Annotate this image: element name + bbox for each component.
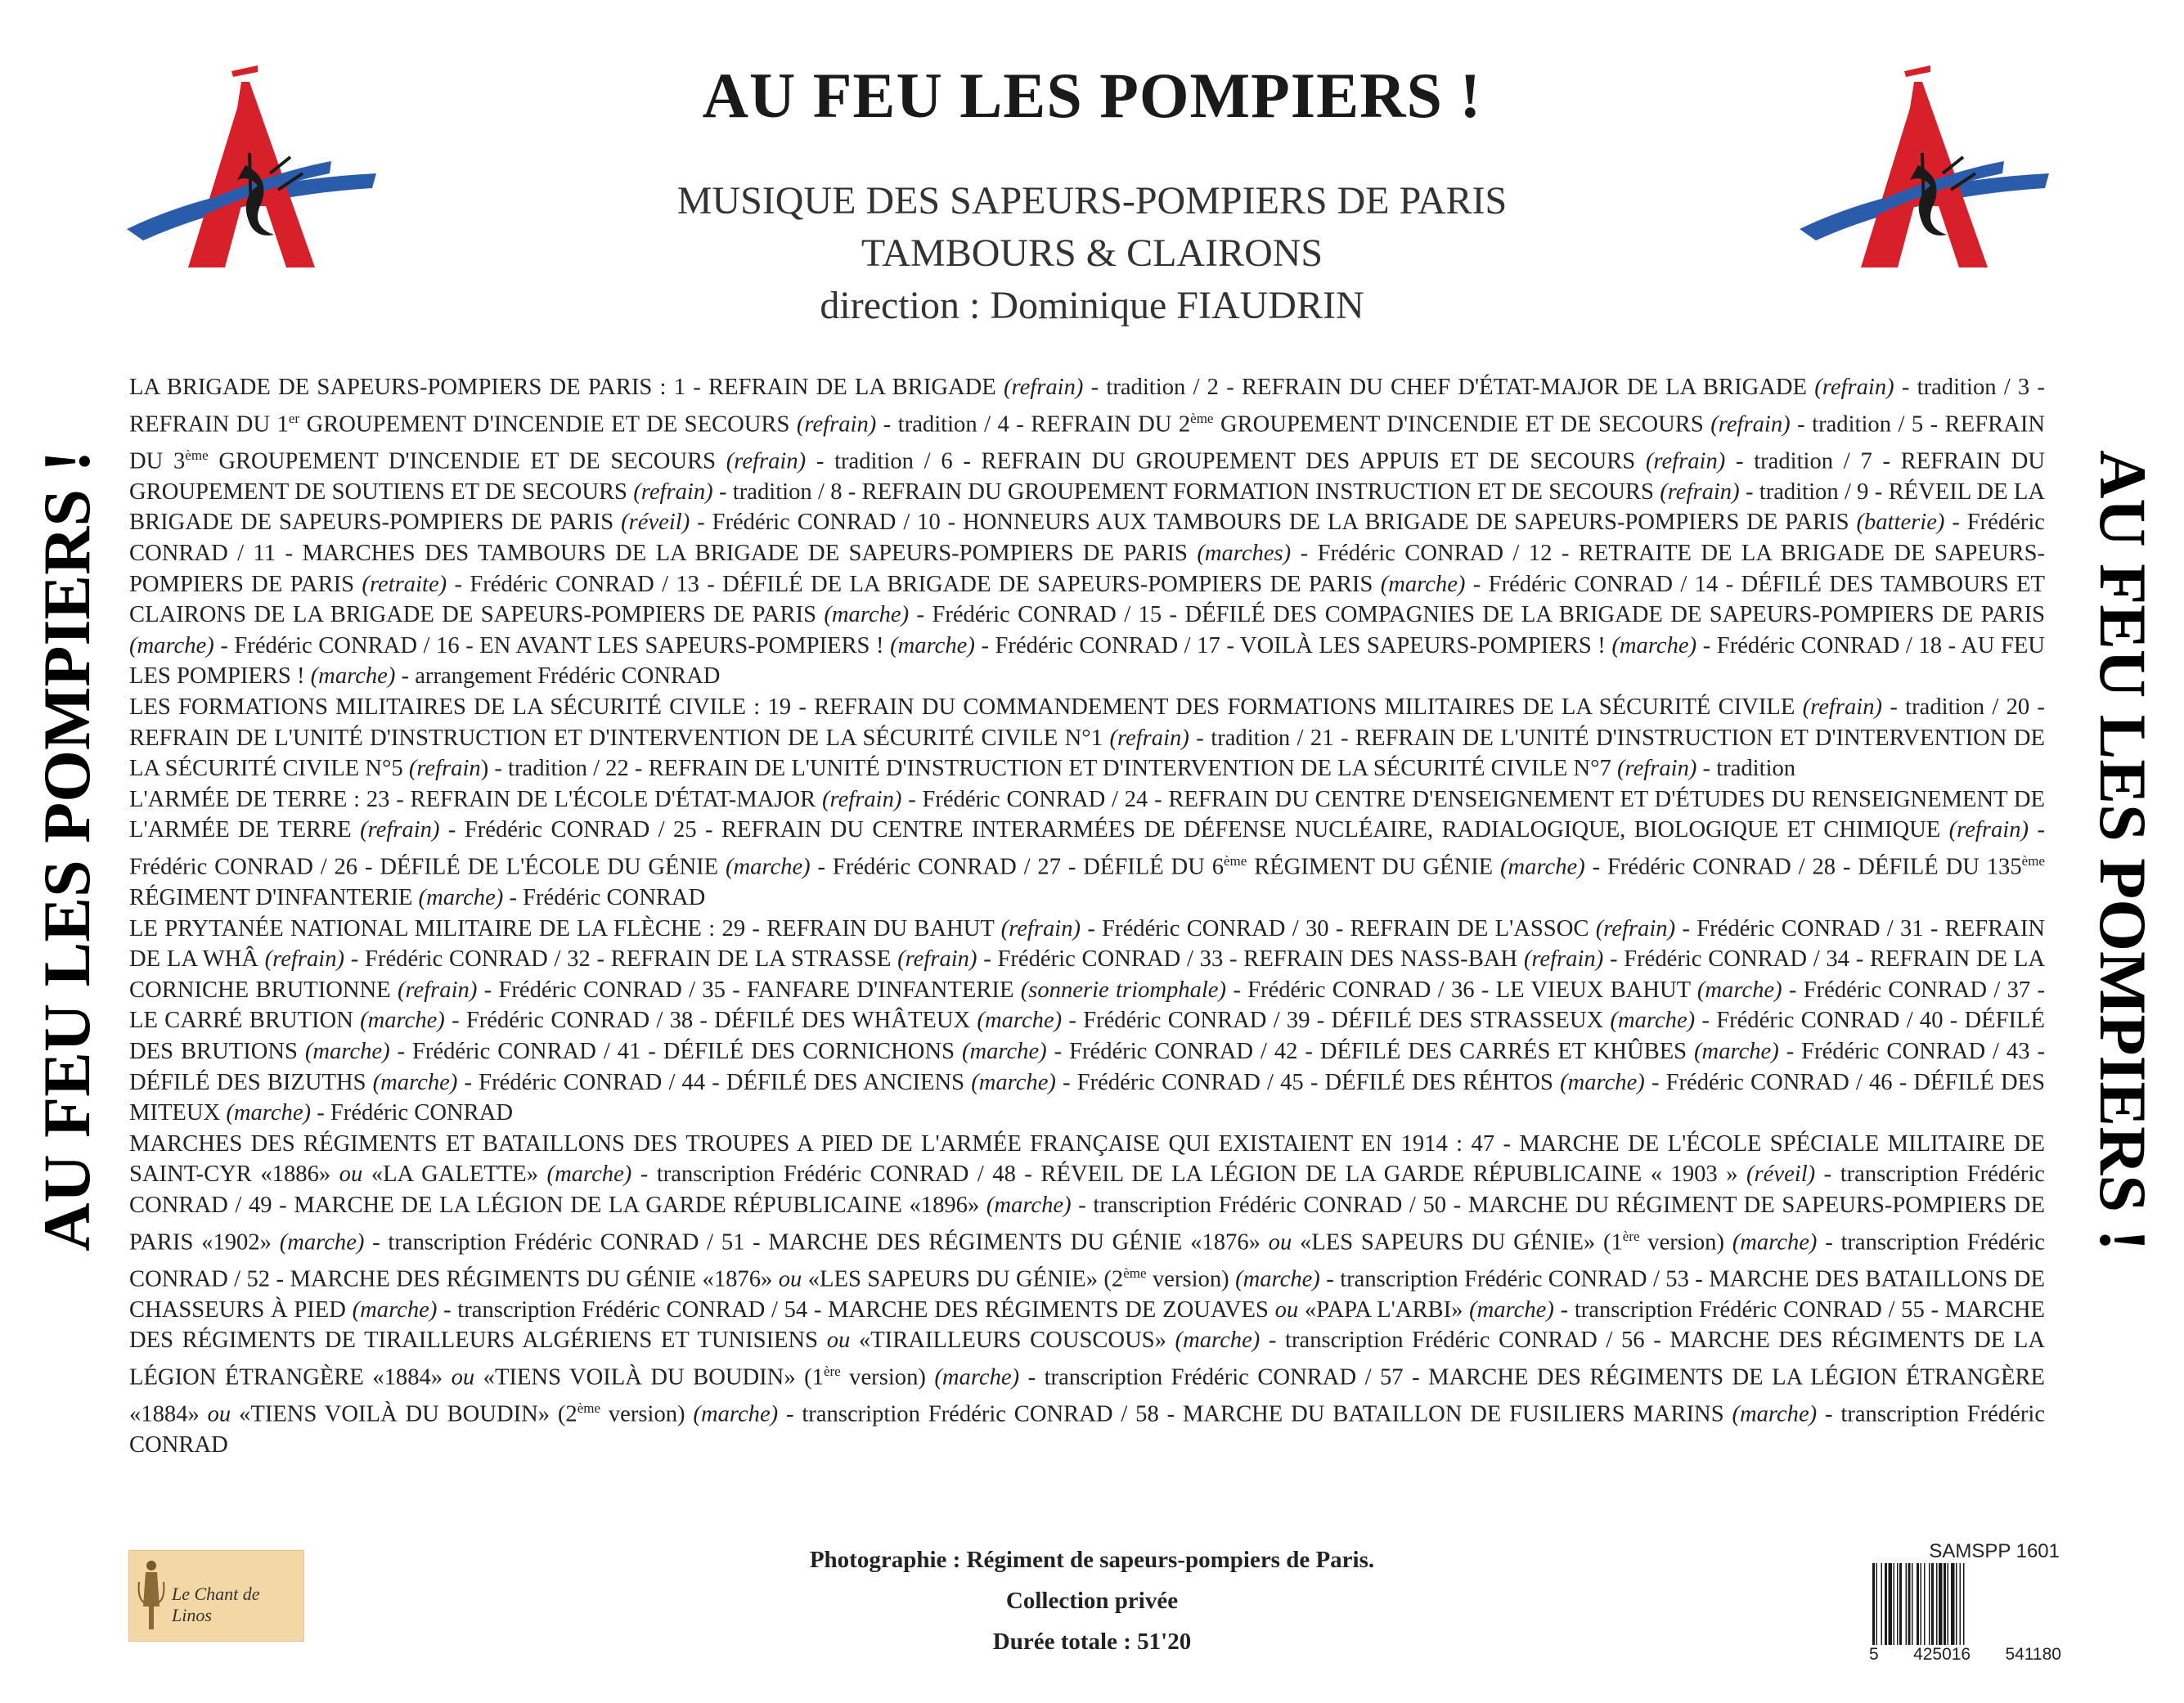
track-text: version): [1639, 1229, 1732, 1256]
track-text: «LES SAPEURS DU GÉNIE» (1: [1292, 1229, 1623, 1256]
track-text: version): [1146, 1266, 1236, 1292]
track-text: - arrangement Frédéric CONRAD: [395, 663, 721, 690]
track-text: version): [840, 1364, 935, 1391]
genre-note: (marche): [1500, 854, 1585, 880]
track-text: «TIRAILLEURS COUSCOUS»: [850, 1328, 1175, 1354]
genre-note: (refrain): [1616, 756, 1697, 782]
total-duration: Durée totale : 51'20: [992, 1629, 1192, 1655]
performer-line: MUSIQUE DES SAPEURS-POMPIERS DE PARIS: [676, 179, 1508, 222]
genre-note: ou: [339, 1162, 363, 1188]
genre-note: (marche): [1175, 1328, 1261, 1354]
genre-note: (refrain): [633, 479, 713, 505]
barcode-bar: [1939, 1563, 1943, 1645]
track-text: - transcription Frédéric CONRAD / 56 - MARCHE DES RÉGIMENTS DE LA LÉGION ÉTRANGÈRE «1884»: [129, 1328, 2045, 1391]
track-text: - Frédéric CONRAD / 27 - DÉFILÉ DU 6: [810, 854, 1225, 880]
genre-note: (marche): [961, 1039, 1047, 1065]
track-text: - transcription Frédéric CONRAD / 52 - MARCHE DES RÉGIMENTS DU GÉNIE «1876»: [129, 1229, 2045, 1292]
track-text: - transcription Frédéric CONRAD / 57 - MARCHE DES RÉGIMENTS DE LA LÉGION ÉTRANGÈRE «1884»: [129, 1364, 2045, 1427]
genre-note: (marche): [304, 1039, 390, 1065]
genre-note: (marche): [1235, 1266, 1320, 1292]
track-text: GROUPEMENT D'INCENDIE ET DE SECOURS: [1213, 411, 1711, 438]
track-text: - Frédéric CONRAD: [311, 1100, 514, 1126]
genre-note: ou: [451, 1364, 475, 1391]
track-text: - Frédéric CONRAD / 39 - DÉFILÉ DES STRASSEUX: [1062, 1008, 1611, 1034]
track-text: - Frédéric CONRAD / 30 - REFRAIN DE L'ASSOC: [1081, 915, 1596, 941]
track-text: - Frédéric CONRAD / 25 - REFRAIN DU CENTRE INTERARMÉES DE DÉFENSE NUCLÉAIRE, RADIALOGIQUE, BIOLOGIQUE ET CHIMIQUE: [439, 817, 1949, 843]
barcode-bar: [1924, 1563, 1926, 1645]
track-text: GROUPEMENT D'INCENDIE ET DE SECOURS: [208, 448, 726, 474]
track-text: - Frédéric CONRAD / 15 - DÉFILÉ DES COMPAGNIES DE LA BRIGADE DE SAPEURS-POMPIERS DE PARIS: [909, 602, 2045, 628]
track-section: [129, 1129, 2045, 1461]
barcode-digits: [1869, 1645, 2061, 1665]
conductor-line: direction : Dominique FIAUDRIN: [820, 284, 1364, 327]
genre-note: (refrain: [408, 756, 481, 782]
track-section: [129, 372, 2045, 692]
barcode-bars: [1869, 1563, 2061, 1645]
track-text: - tradition: [1696, 756, 1796, 782]
genre-note: (marche): [890, 632, 975, 658]
track-text: - tradition / 9 - RÉVEIL DE LA BRIGADE DE SAPEURS-POMPIERS DE PARIS: [129, 479, 2046, 536]
track-text: - transcription Frédéric CONRAD / 54 - MARCHE DES RÉGIMENTS DE ZOUAVES: [437, 1296, 1275, 1323]
genre-note: (refrain): [1948, 817, 2029, 843]
barcode-bar: [1931, 1563, 1934, 1645]
track-text: - Frédéric CONRAD / 12 - RETRAITE DE LA BRIGADE DE SAPEURS-POMPIERS DE PARIS: [129, 541, 2045, 597]
genre-note: (réveil): [621, 510, 690, 536]
genre-note: ou: [207, 1401, 231, 1427]
track-text: - transcription Frédéric CONRAD / 58 - MARCHE DU BATAILLON DE FUSILIERS MARINS: [778, 1401, 1732, 1427]
barcode-bar: [1960, 1563, 1962, 1645]
barcode-bar: [1908, 1563, 1911, 1645]
genre-note: (marche): [824, 602, 910, 628]
barcode-bar: [1944, 1563, 1946, 1645]
barcode-bar: [1906, 1563, 1908, 1645]
genre-note: (marche): [1469, 1296, 1554, 1323]
genre-note: (marche): [310, 663, 396, 690]
track-text: - Frédéric CONRAD / 35 - FANFARE D'INFANTERIE: [477, 977, 1021, 1003]
genre-note: (refrain): [726, 448, 807, 474]
genre-note: (marche): [1560, 1069, 1645, 1095]
genre-note: (marche): [1694, 1039, 1779, 1065]
genre-note: (refrain): [264, 946, 345, 973]
genre-note: (marche): [1611, 632, 1697, 658]
genre-note: (refrain): [1109, 725, 1189, 751]
barcode-bar: [1936, 1563, 1938, 1645]
track-text: - tradition / 21 - REFRAIN DE L'UNITÉ D'INSTRUCTION ET D'INTERVENTION DE LA SÉCURITÉ CIVILE N°5: [129, 725, 2045, 782]
genre-note: (marche): [129, 632, 214, 658]
genre-note: (marches): [1197, 541, 1292, 567]
track-text: RÉGIMENT D'INFANTERIE: [129, 885, 419, 911]
track-text: LES FORMATIONS MILITAIRES DE LA SÉCURITÉ CIVILE : 19 - REFRAIN DU COMMANDEMENT DES FORMATIONS MILITAIRES DE LA SÉCURITÉ CIVILE: [129, 694, 1803, 720]
label-name: Le Chant de Linos: [172, 1584, 260, 1625]
genre-note: (refrain): [1004, 375, 1084, 400]
ordinal-suffix: ème: [2021, 852, 2045, 869]
genre-note: ou: [1268, 1229, 1292, 1256]
genre-note: (refrain): [1595, 915, 1676, 941]
genre-note: ou: [826, 1328, 851, 1354]
collection-note: Collection privée: [1005, 1588, 1179, 1614]
genre-note: (refrain): [1000, 915, 1081, 941]
ordinal-suffix: ème: [1190, 410, 1214, 426]
genre-note: (retraite): [362, 571, 447, 597]
track-text: - Frédéric CONRAD / 34 - REFRAIN DE LA CORNICHE BRUTIONNE: [129, 946, 2045, 1003]
ordinal-suffix: er: [288, 410, 300, 426]
genre-note: (marche): [1732, 1401, 1818, 1427]
track-text: - Frédéric CONRAD / 41 - DÉFILÉ DES CORNICHONS: [389, 1039, 962, 1065]
track-text: MARCHES DES RÉGIMENTS ET BATAILLONS DES TROUPES A PIED DE L'ARMÉE FRANÇAISE QUI EXISTAIENT EN 1914 : 47 - MARCHE DE L'ÉCOLE SPÉCIALE MILITAIRE DE SAINT-CYR «1886»: [129, 1130, 2045, 1188]
track-text: - Frédéric CONRAD: [503, 885, 706, 911]
genre-note: (réveil): [1746, 1162, 1816, 1188]
track-text: - Frédéric CONRAD / 11 - MARCHES DES TAMBOURS DE LA BRIGADE DE SAPEURS-POMPIERS DE PARIS: [129, 510, 2045, 567]
genre-note: (marche): [372, 1069, 458, 1095]
track-text: - Frédéric CONRAD / 28 - DÉFILÉ DU 135: [1584, 854, 2022, 880]
genre-note: ou: [1274, 1296, 1299, 1323]
genre-note: (sonnerie triomphale): [1020, 977, 1227, 1003]
genre-note: (marche): [279, 1229, 365, 1256]
barcode-bar: [1897, 1563, 1899, 1645]
barcode-bar: [1876, 1563, 1878, 1645]
genre-note: (refrain): [822, 786, 902, 812]
album-title: AU FEU LES POMPIERS !: [702, 60, 1482, 131]
barcode: [1869, 1540, 2061, 1667]
track-text: - transcription Frédéric CONRAD / 48 - RÉVEIL DE LA LÉGION DE LA GARDE RÉPUBLICAINE « 1903 »: [631, 1162, 1747, 1188]
genre-note: ou: [778, 1266, 802, 1292]
genre-note: (refrain): [360, 817, 440, 843]
track-text: - tradition / 6 - REFRAIN DU GROUPEMENT DES APPUIS ET DE SECOURS: [806, 448, 1646, 474]
genre-note: (marche): [934, 1364, 1020, 1391]
genre-note: (marche): [546, 1162, 632, 1188]
barcode-digit-group: 425016: [1913, 1645, 1971, 1664]
lyre-player-icon: [137, 1557, 165, 1633]
genre-note: (marche): [971, 1069, 1056, 1095]
barcode-bar: [1872, 1563, 1875, 1645]
track-text: - Frédéric CONRAD / 45 - DÉFILÉ DES RÉHTOS: [1055, 1069, 1561, 1095]
track-text: - tradition / 5 - REFRAIN DU 3: [129, 411, 2046, 474]
genre-note: (refrain): [1523, 946, 1604, 973]
genre-note: (marche): [725, 854, 811, 880]
track-text: LA BRIGADE DE SAPEURS-POMPIERS DE PARIS : 1 - REFRAIN DE LA BRIGADE: [129, 375, 1004, 400]
track-text: - Frédéric CONRAD / 42 - DÉFILÉ DES CARRÉS ET KHÛBES: [1046, 1039, 1695, 1065]
track-text: - tradition / 20 - REFRAIN DE L'UNITÉ D'INSTRUCTION ET D'INTERVENTION DE LA SÉCURITÉ CIVILE N°1: [129, 694, 2045, 751]
genre-note: (marche): [977, 1008, 1063, 1034]
track-text: - Frédéric CONRAD / 10 - HONNEURS AUX TAMBOURS DE LA BRIGADE DE SAPEURS-POMPIERS DE PARIS: [690, 510, 1857, 536]
track-text: - Frédéric CONRAD / 16 - EN AVANT LES SAPEURS-POMPIERS !: [213, 632, 891, 658]
genre-note: (refrain): [1645, 448, 1726, 474]
chant-de-linos-logo: [128, 1550, 304, 1642]
track-text: - Frédéric CONRAD / 37 - LE CARRÉ BRUTION: [129, 977, 2045, 1034]
ensemble-line: TAMBOURS & CLAIRONS: [861, 231, 1323, 275]
track-text: LE PRYTANÉE NATIONAL MILITAIRE DE LA FLÈCHE : 29 - REFRAIN DU BAHUT: [129, 915, 1001, 941]
track-text: - tradition / 4 - REFRAIN DU 2: [876, 411, 1191, 438]
barcode-bar: [1917, 1563, 1919, 1645]
genre-note: (marche): [986, 1193, 1072, 1219]
barcode-bar: [1948, 1563, 1949, 1645]
barcode-bar: [1921, 1563, 1922, 1645]
barcode-bar: [1929, 1563, 1930, 1645]
track-text: - transcription Frédéric CONRAD: [129, 1401, 2046, 1458]
barcode-bar: [1894, 1563, 1895, 1645]
genre-note: (batterie): [1856, 510, 1945, 536]
spine-title-right: AU FEU LES POMPIERS !: [2086, 450, 2160, 1251]
track-text: - transcription Frédéric CONRAD / 49 - MARCHE DE LA LÉGION DE LA GARDE RÉPUBLICAINE «1896»: [129, 1162, 2045, 1219]
track-text: - Frédéric CONRAD / 31 - REFRAIN DE LA WHÂ: [129, 915, 2045, 973]
ordinal-suffix: ème: [577, 1400, 601, 1417]
barcode-bar: [1885, 1563, 1887, 1645]
track-text: ) - tradition / 22 - REFRAIN DE L'UNITÉ D'INSTRUCTION ET D'INTERVENTION DE LA SÉCURITÉ CIVILE N°7: [480, 756, 1617, 782]
track-text: L'ARMÉE DE TERRE : 23 - REFRAIN DE L'ÉCOLE D'ÉTAT-MAJOR: [129, 786, 822, 812]
track-text: «TIENS VOILÀ DU BOUDIN» (2: [231, 1401, 577, 1427]
genre-note: (refrain): [397, 977, 478, 1003]
barcode-bar: [1912, 1563, 1913, 1645]
track-text: - tradition / 2 - REFRAIN DU CHEF D'ÉTAT-MAJOR DE LA BRIGADE: [1083, 375, 1815, 400]
track-text: «TIENS VOILÀ DU BOUDIN» (1: [474, 1364, 824, 1391]
ordinal-suffix: ère: [823, 1364, 841, 1380]
track-text: - Frédéric CONRAD / 24 - REFRAIN DU CENTRE D'ENSEIGNEMENT ET D'ÉTUDES DU RENSEIGNEMENT DE L'ARMÉE DE TERRE: [129, 786, 2046, 843]
track-section: [129, 914, 2045, 1129]
genre-note: (marche): [418, 885, 504, 911]
genre-note: (marche): [1732, 1229, 1818, 1256]
track-text: - Frédéric CONRAD / 14 - DÉFILÉ DES TAMBOURS ET CLAIRONS DE LA BRIGADE DE SAPEURS-POMPIERS DE PARIS: [129, 571, 2045, 628]
track-text: - tradition / 8 - REFRAIN DU GROUPEMENT FORMATION INSTRUCTION ET DE SECOURS: [712, 479, 1660, 505]
genre-note: (marche): [360, 1008, 445, 1034]
ordinal-suffix: ème: [1123, 1265, 1147, 1281]
genre-note: (marche): [1380, 571, 1466, 597]
track-text: - Frédéric CONRAD / 18 - AU FEU LES POMPIERS !: [129, 632, 2046, 690]
track-text: - Frédéric CONRAD / 17 - VOILÀ LES SAPEURS-POMPIERS !: [974, 632, 1612, 658]
track-text: - transcription Frédéric CONRAD / 55 - MARCHE DES RÉGIMENTS DE TIRAILLEURS ALGÉRIENS ET TUNISIENS: [129, 1296, 2046, 1354]
track-text: - transcription Frédéric CONRAD / 51 - MARCHE DES RÉGIMENTS DU GÉNIE «1876»: [364, 1229, 1269, 1256]
track-text: «LA GALETTE»: [362, 1162, 547, 1188]
track-text: «PAPA L'ARBI»: [1298, 1296, 1470, 1323]
track-text: - tradition / 3 - REFRAIN DU 1: [129, 375, 2045, 438]
genre-note: (refrain): [897, 946, 977, 973]
barcode-bar: [1899, 1563, 1902, 1645]
genre-note: (refrain): [1814, 375, 1894, 400]
track-text: «LES SAPEURS DU GÉNIE» (2: [802, 1266, 1124, 1292]
track-text: - Frédéric CONRAD / 46 - DÉFILÉ DES MITEUX: [129, 1069, 2046, 1126]
track-text: - Frédéric CONRAD / 43 - DÉFILÉ DES BIZUTHS: [129, 1039, 2045, 1095]
barcode-digit-group: 541180: [2005, 1645, 2061, 1664]
track-text: - Frédéric CONRAD / 33 - REFRAIN DES NASS-BAH: [977, 946, 1524, 973]
track-text: - Frédéric CONRAD / 32 - REFRAIN DE LA STRASSE: [344, 946, 898, 973]
barcode-bar: [1889, 1563, 1893, 1645]
genre-note: (marche): [226, 1100, 312, 1126]
barcode-digit-group: 5: [1869, 1645, 1879, 1664]
photo-credit: Photographie : Régiment de sapeurs-pompiers de Paris.: [809, 1547, 1375, 1573]
barcode-bar: [1956, 1563, 1957, 1645]
track-section: [129, 784, 2045, 914]
genre-note: (refrain): [796, 411, 877, 438]
track-text: - Frédéric CONRAD / 36 - LE VIEUX BAHUT: [1226, 977, 1697, 1003]
track-text: - Frédéric CONRAD / 40 - DÉFILÉ DES BRUTIONS: [129, 1008, 2045, 1065]
genre-note: (marche): [693, 1401, 779, 1427]
track-text: - Frédéric CONRAD / 26 - DÉFILÉ DE L'ÉCOLE DU GÉNIE: [129, 817, 2045, 880]
ordinal-suffix: ème: [185, 447, 209, 463]
track-text: - Frédéric CONRAD / 38 - DÉFILÉ DES WHÂTEUX: [444, 1008, 977, 1034]
track-text: - Frédéric CONRAD / 13 - DÉFILÉ DE LA BRIGADE DE SAPEURS-POMPIERS DE PARIS: [447, 571, 1381, 597]
genre-note: (refrain): [1710, 411, 1791, 438]
track-text: - transcription Frédéric CONRAD / 50 - MARCHE DU RÉGIMENT DE SAPEURS-POMPIERS DE PARIS «1902»: [129, 1193, 2045, 1256]
genre-note: (refrain): [1660, 479, 1740, 505]
track-text: - tradition / 7 - REFRAIN DU GROUPEMENT DE SOUTIENS ET DE SECOURS: [129, 448, 2045, 505]
credits-block: [0, 1539, 2184, 1662]
barcode-bar: [1951, 1563, 1955, 1645]
spine-title-left: AU FEU LES POMPIERS !: [29, 450, 104, 1251]
barcode-bar: [1881, 1563, 1883, 1645]
barcode-bar: [1963, 1563, 1965, 1645]
track-text: GROUPEMENT D'INCENDIE ET DE SECOURS: [299, 411, 797, 438]
track-section: [129, 692, 2045, 784]
catalog-number: SAMSPP 1601: [1929, 1540, 2060, 1562]
genre-note: (marche): [352, 1296, 438, 1323]
genre-note: (marche): [1696, 977, 1782, 1003]
track-text: RÉGIMENT DU GÉNIE: [1247, 854, 1500, 880]
ordinal-suffix: ère: [1622, 1228, 1640, 1244]
ordinal-suffix: ème: [1224, 852, 1247, 869]
track-list: [129, 372, 2045, 1461]
genre-note: (marche): [1610, 1008, 1696, 1034]
track-text: - transcription Frédéric CONRAD / 53 - MARCHE DES BATAILLONS DE CHASSEURS À PIED: [129, 1266, 2045, 1323]
track-text: version): [600, 1401, 694, 1427]
genre-note: (refrain): [1802, 694, 1883, 720]
track-text: - Frédéric CONRAD / 44 - DÉFILÉ DES ANCIENS: [457, 1069, 972, 1095]
